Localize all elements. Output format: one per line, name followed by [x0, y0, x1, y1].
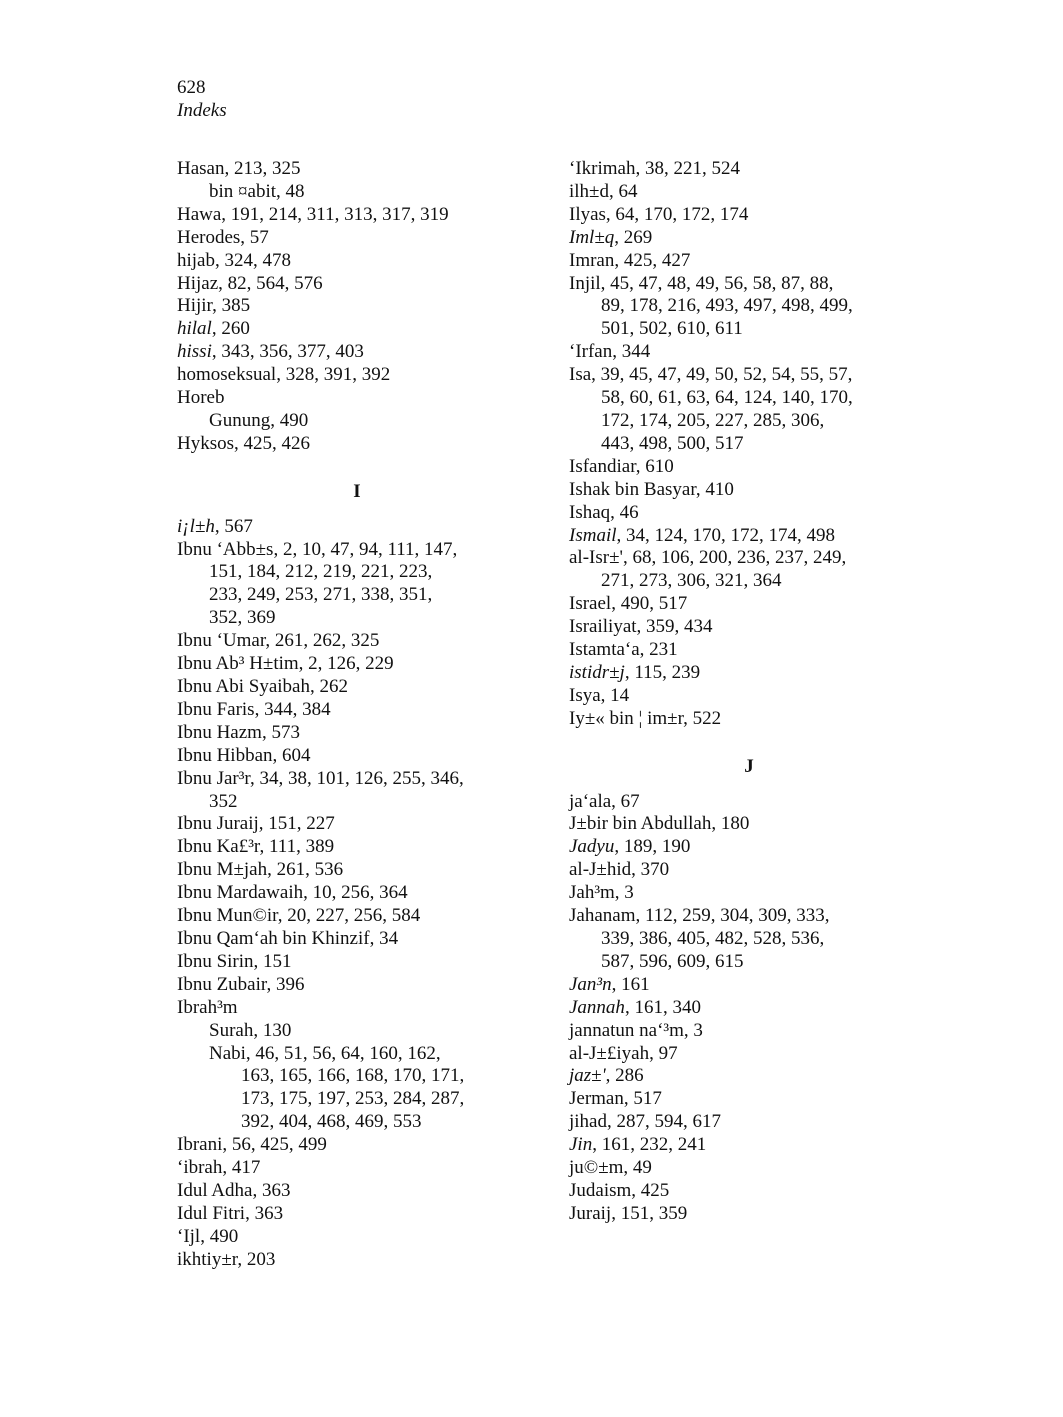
index-entry — [569, 1111, 929, 1134]
index-entry — [569, 791, 929, 814]
index-column-right — [569, 158, 929, 1226]
index-entry — [569, 882, 929, 905]
index-entry-text: Ibnu Zubair, 396 — [177, 973, 305, 995]
index-entry — [177, 928, 537, 951]
index-entry — [177, 1249, 537, 1272]
index-entry — [177, 997, 537, 1020]
index-entry — [569, 905, 929, 928]
index-entry-text: Gunung, 490 — [209, 409, 309, 431]
index-entry-text: 271, 273, 306, 321, 364 — [601, 570, 782, 592]
index-entry — [569, 502, 929, 525]
index-entry-text: 352, 369 — [209, 607, 276, 629]
index-entry — [177, 341, 537, 364]
index-entry — [569, 859, 929, 882]
index-entry-text: Ibnu Hibban, 604 — [177, 744, 311, 766]
index-entry-text: Idul Adha, 363 — [177, 1179, 291, 1201]
index-entry — [177, 974, 537, 997]
index-entry — [177, 1226, 537, 1249]
index-subentry — [569, 410, 929, 433]
index-column-left — [177, 158, 537, 1272]
index-entry-text: Ibnu M±jah, 261, 536 — [177, 859, 344, 881]
index-subentry — [569, 570, 929, 593]
index-entry — [569, 456, 929, 479]
index-entry-text: Ibnu Jar³r, 34, 38, 101, 126, 255, 346, — [177, 767, 464, 789]
index-entry-text: Hijaz, 82, 564, 576 — [177, 272, 323, 294]
index-entry — [177, 813, 537, 836]
index-entry — [177, 295, 537, 318]
index-entry-text: Ibnu Juraij, 151, 227 — [177, 813, 335, 835]
index-entry — [177, 433, 537, 456]
index-entry-text: , 567 — [214, 515, 253, 537]
index-entry — [177, 318, 537, 341]
index-entry — [177, 1203, 537, 1226]
index-entry — [177, 273, 537, 296]
index-entry-text: jannatun na‘³m, 3 — [569, 1019, 703, 1041]
index-entry-text: Ilyas, 64, 170, 172, 174 — [569, 203, 749, 225]
index-entry-text: Jah³m, 3 — [569, 882, 634, 904]
index-entry-text: , 161, 340 — [624, 996, 701, 1018]
index-entry-text: Imran, 425, 427 — [569, 249, 691, 271]
section-spacer — [569, 731, 929, 756]
index-subentry — [177, 561, 537, 584]
index-entry — [177, 745, 537, 768]
index-subentry — [177, 410, 537, 433]
index-entry-text: Jahanam, 112, 259, 304, 309, 333, — [569, 905, 830, 927]
index-entry — [177, 951, 537, 974]
index-entry — [177, 653, 537, 676]
index-entry-text: al-J±hid, 370 — [569, 859, 670, 881]
index-entry — [177, 227, 537, 250]
index-subentry — [177, 1111, 537, 1134]
index-entry — [569, 341, 929, 364]
index-term-italic: Ismail — [569, 524, 617, 546]
index-entry — [569, 813, 929, 836]
index-entry — [177, 836, 537, 859]
index-entry-text: Israiliyat, 359, 434 — [569, 616, 713, 638]
index-entry-text: Surah, 130 — [209, 1019, 292, 1041]
section-letter-heading: J — [744, 755, 754, 777]
index-entry-text: 173, 175, 197, 253, 284, 287, — [241, 1088, 465, 1110]
index-entry-text: al-Isr±', 68, 106, 200, 236, 237, 249, — [569, 547, 847, 569]
index-entry — [569, 364, 929, 387]
index-entry-text: ikhtiy±r, 203 — [177, 1248, 276, 1270]
index-entry-text: ‘Irfan, 344 — [569, 341, 651, 363]
index-entry — [177, 859, 537, 882]
index-entry-text: , 115, 239 — [624, 661, 701, 683]
index-subentry — [177, 607, 537, 630]
index-entry — [569, 1088, 929, 1111]
index-subentry — [177, 1088, 537, 1111]
index-entry-text: Injil, 45, 47, 48, 49, 56, 58, 87, 88, — [569, 272, 834, 294]
index-entry-text: ju©±m, 49 — [569, 1157, 652, 1179]
index-entry-text: Ibnu Abi Syaibah, 262 — [177, 676, 348, 698]
index-entry-text: Ishaq, 46 — [569, 501, 639, 523]
index-entry — [177, 630, 537, 653]
index-entry — [177, 882, 537, 905]
index-entry-text: 501, 502, 610, 611 — [601, 318, 743, 340]
index-entry — [177, 768, 537, 791]
index-subentry — [569, 318, 929, 341]
index-term-italic: i¡l±h — [177, 515, 215, 537]
page-header — [177, 76, 227, 122]
index-entry — [569, 685, 929, 708]
index-entry — [177, 722, 537, 745]
index-entry — [569, 181, 929, 204]
index-entry-text: Herodes, 57 — [177, 226, 269, 248]
index-entry — [177, 516, 537, 539]
index-entry — [569, 479, 929, 502]
index-entry — [569, 1043, 929, 1066]
index-entry-text: Ibnu Qam‘ah bin Khinzif, 34 — [177, 927, 399, 949]
index-entry — [569, 227, 929, 250]
index-entry-text: 443, 498, 500, 517 — [601, 432, 744, 454]
index-entry-text: Hasan, 213, 325 — [177, 158, 301, 179]
index-entry-text: , 34, 124, 170, 172, 174, 498 — [616, 524, 835, 546]
index-entry-text: , 343, 356, 377, 403 — [211, 341, 364, 363]
index-entry — [569, 836, 929, 859]
index-entry-text: Jerman, 517 — [569, 1088, 662, 1110]
index-entry-text: ‘ibrah, 417 — [177, 1157, 261, 1179]
index-term-italic: hissi — [177, 341, 212, 363]
index-term-italic: Jan³n — [569, 973, 612, 995]
index-entry-text: jihad, 287, 594, 617 — [569, 1111, 721, 1133]
index-term-italic: hilal — [177, 318, 212, 340]
index-entry-text: Ibnu Mun©ir, 20, 227, 256, 584 — [177, 905, 421, 927]
index-entry-text: Nabi, 46, 51, 56, 64, 160, 162, — [209, 1042, 441, 1064]
index-entry — [569, 1180, 929, 1203]
index-entry — [569, 204, 929, 227]
index-term-italic: istidr±j — [569, 661, 625, 683]
index-entry-text: , 260 — [211, 318, 250, 340]
index-subentry — [177, 1043, 537, 1066]
index-term-italic: jaz±' — [569, 1065, 606, 1087]
index-subentry — [177, 181, 537, 204]
index-entry-text: Israel, 490, 517 — [569, 593, 688, 615]
index-term-italic: Jin — [569, 1134, 593, 1156]
index-entry-text: 89, 178, 216, 493, 497, 498, 499, — [601, 295, 853, 317]
index-entry-text: , 189, 190 — [614, 836, 691, 858]
index-entry — [569, 547, 929, 570]
index-entry-text: ja‘ala, 67 — [569, 790, 640, 812]
section-spacer — [177, 456, 537, 481]
index-entry — [569, 974, 929, 997]
index-entry — [177, 364, 537, 387]
index-entry-text: 352 — [209, 790, 238, 812]
index-entry — [569, 1157, 929, 1180]
index-subentry — [177, 1065, 537, 1088]
index-entry — [569, 1065, 929, 1088]
index-entry-text: Ibrah³m — [177, 996, 238, 1018]
index-entry-text: Ibnu ‘Umar, 261, 262, 325 — [177, 630, 380, 652]
running-title: Indeks — [177, 100, 227, 121]
index-entry — [177, 905, 537, 928]
index-term-italic: Jadyu — [569, 836, 615, 858]
index-entry-text: Ishak bin Basyar, 410 — [569, 478, 734, 500]
index-entry-text: ‘Ijl, 490 — [177, 1225, 239, 1247]
index-subentry — [569, 387, 929, 410]
index-subentry — [569, 951, 929, 974]
index-entry-text: ilh±d, 64 — [569, 180, 638, 202]
index-entry-text: , 161, 232, 241 — [592, 1134, 707, 1156]
index-entry-text: J±bir bin Abdullah, 180 — [569, 813, 750, 835]
index-entry — [177, 1180, 537, 1203]
index-subentry — [569, 928, 929, 951]
index-entry-text: Ibnu Sirin, 151 — [177, 950, 292, 972]
index-entry-text: 58, 60, 61, 63, 64, 124, 140, 170, — [601, 387, 853, 409]
index-entry-text: al-J±£iyah, 97 — [569, 1042, 678, 1064]
index-entry — [569, 1203, 929, 1226]
index-term-italic: Iml±q — [569, 226, 615, 248]
index-entry-text: , 286 — [605, 1065, 644, 1087]
index-entry — [177, 676, 537, 699]
index-entry — [569, 250, 929, 273]
index-entry-text: Ibrani, 56, 425, 499 — [177, 1134, 327, 1156]
index-entry — [569, 639, 929, 662]
index-entry — [569, 593, 929, 616]
index-entry-text: Ibnu Hazm, 573 — [177, 721, 300, 743]
index-entry — [177, 158, 537, 181]
index-entry-text: 172, 174, 205, 227, 285, 306, — [601, 409, 825, 431]
index-entry-text: bin ¤abit, 48 — [209, 180, 305, 202]
index-entry-text: Isya, 14 — [569, 684, 630, 706]
index-entry — [569, 525, 929, 548]
index-entry — [569, 1020, 929, 1043]
index-entry — [177, 1134, 537, 1157]
index-entry — [569, 662, 929, 685]
index-entry-text: Horeb — [177, 387, 225, 409]
index-entry-text: Isfandiar, 610 — [569, 455, 674, 477]
index-entry — [177, 387, 537, 410]
index-subentry — [569, 295, 929, 318]
index-entry-text: Ibnu Ka£³r, 111, 389 — [177, 836, 335, 858]
index-entry-text: Iy±« bin ¦ im±r, 522 — [569, 707, 722, 729]
index-entry-text: , 269 — [614, 226, 653, 248]
index-entry-text: homoseksual, 328, 391, 392 — [177, 364, 391, 386]
index-entry-text: Juraij, 151, 359 — [569, 1202, 688, 1224]
index-entry — [569, 273, 929, 296]
index-term-italic: Jannah — [569, 996, 625, 1018]
index-entry — [177, 699, 537, 722]
index-entry-text: Ibnu Ab³ H±tim, 2, 126, 229 — [177, 653, 394, 675]
index-subentry — [569, 433, 929, 456]
index-entry-text: Isa, 39, 45, 47, 49, 50, 52, 54, 55, 57, — [569, 364, 853, 386]
index-entry-text: 392, 404, 468, 469, 553 — [241, 1111, 422, 1133]
page-number: 628 — [177, 77, 206, 98]
index-entry — [177, 204, 537, 227]
index-entry — [569, 158, 929, 181]
index-entry — [569, 616, 929, 639]
index-entry — [569, 1134, 929, 1157]
index-subentry — [177, 791, 537, 814]
index-entry-text: 151, 184, 212, 219, 221, 223, — [209, 561, 433, 583]
index-entry-text: hijab, 324, 478 — [177, 249, 291, 271]
index-entry-text: Hyksos, 425, 426 — [177, 432, 311, 454]
index-entry-text: Ibnu Faris, 344, 384 — [177, 698, 331, 720]
index-entry-text: ‘Ikrimah, 38, 221, 524 — [569, 158, 740, 179]
index-entry — [177, 250, 537, 273]
index-entry — [569, 997, 929, 1020]
index-entry-text: Istamta‘a, 231 — [569, 639, 678, 661]
index-entry-text: Ibnu ‘Abb±s, 2, 10, 47, 94, 111, 147, — [177, 538, 458, 560]
index-entry — [569, 708, 929, 731]
index-entry-text: 587, 596, 609, 615 — [601, 950, 744, 972]
index-entry-text: Ibnu Mardawaih, 10, 256, 364 — [177, 882, 408, 904]
index-entry-text: Idul Fitri, 363 — [177, 1202, 284, 1224]
index-entry-text: 339, 386, 405, 482, 528, 536, — [601, 927, 825, 949]
index-entry-text: Judaism, 425 — [569, 1179, 670, 1201]
index-subentry — [177, 584, 537, 607]
index-entry — [177, 1157, 537, 1180]
index-entry-text: 163, 165, 166, 168, 170, 171, — [241, 1065, 465, 1087]
index-entry-text: 233, 249, 253, 271, 338, 351, — [209, 584, 433, 606]
index-subentry — [177, 1020, 537, 1043]
index-entry-text: Hawa, 191, 214, 311, 313, 317, 319 — [177, 203, 449, 225]
index-entry-text: , 161 — [611, 973, 650, 995]
index-entry — [177, 539, 537, 562]
section-letter-heading: I — [353, 480, 361, 502]
index-entry-text: Hijir, 385 — [177, 295, 251, 317]
